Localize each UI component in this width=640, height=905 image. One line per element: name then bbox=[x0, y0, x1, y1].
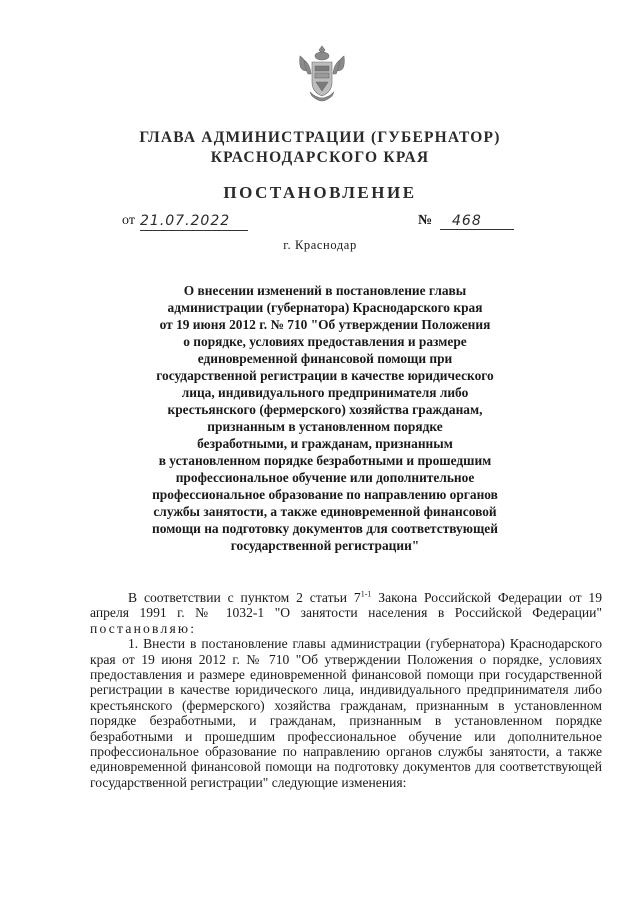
title-line: службы занятости, а также единовременной финансовой bbox=[153, 504, 497, 519]
title-line: администрации (губернатора) Краснодарского края bbox=[167, 300, 483, 315]
title-line: государственной регистрации" bbox=[230, 538, 420, 553]
article-superscript: 1-1 bbox=[360, 589, 372, 599]
preamble-rest: Закона Российской Федерации от 19 апреля 1991 г. № 1032-1 "О занятости населения в Российской Федерации" bbox=[90, 590, 602, 621]
document-title bbox=[130, 282, 520, 554]
date-value: 21.07.2022 bbox=[140, 213, 248, 231]
authority-title-line1: ГЛАВА АДМИНИСТРАЦИИ (ГУБЕРНАТОР) bbox=[139, 129, 501, 146]
date-label: от bbox=[122, 213, 135, 228]
title-line: профессиональное обучение или дополнительное bbox=[175, 470, 475, 485]
title-line: о порядке, условиях предоставления и размере bbox=[183, 334, 467, 349]
title-line: признанным в установленном порядке bbox=[207, 419, 443, 434]
title-line: единовременной финансовой помощи при bbox=[197, 351, 453, 366]
resolve-word: постановляю: bbox=[90, 620, 197, 636]
title-line: лица, индивидуального предпринимателя либо bbox=[181, 385, 469, 400]
number-label: № bbox=[418, 213, 433, 228]
title-line: О внесении изменений в постановление главы bbox=[183, 283, 467, 298]
title-line: от 19 июня 2012 г. № 710 "Об утверждении Положения bbox=[159, 317, 491, 332]
preamble-lead: В соответствии с пунктом 2 статьи 7 bbox=[128, 590, 361, 605]
document-body bbox=[90, 590, 602, 790]
preamble-paragraph bbox=[90, 590, 602, 636]
title-line: безработными, и гражданам, признанным bbox=[197, 436, 453, 451]
title-line: крестьянского (фермерского) хозяйства гражданам, bbox=[167, 402, 483, 417]
city: г. Краснодар bbox=[283, 238, 357, 252]
title-line: профессиональное образование по направлению органов bbox=[152, 487, 498, 502]
clause-1-paragraph: 1. Внести в постановление главы администрации (губернатора) Краснодарского края от 19 июня 2012 г. № 710 "Об утверждении Положения о порядке, условиях предоставления и размере единовременной финансовой помощи при государственной регистрации в качестве юридического лица, индивидуального предпринимателя либо крестьянского (фермерского) хозяйства гражданам, признанным в установленном порядке безработными, и гражданам, признанным в установленном порядке безработными и прошедшим профессиональное обучение или дополнительное профессиональное образование по направлению органов службы занятости, а также единовременной финансовой помощи на подготовку документов для соответствующей государственной регистрации" следующие изменения: bbox=[90, 636, 602, 790]
document-type: ПОСТАНОВЛЕНИЕ bbox=[223, 183, 417, 202]
number-value: 468 bbox=[440, 213, 514, 230]
title-line: государственной регистрации в качестве юридического bbox=[156, 368, 494, 383]
title-line: в установленном порядке безработными и прошедшим bbox=[158, 453, 492, 468]
title-line: помощи на подготовку документов для соответствующей bbox=[152, 521, 498, 536]
coat-of-arms-icon bbox=[296, 42, 348, 102]
authority-title-line2: КРАСНОДАРСКОГО КРАЯ bbox=[210, 149, 430, 166]
